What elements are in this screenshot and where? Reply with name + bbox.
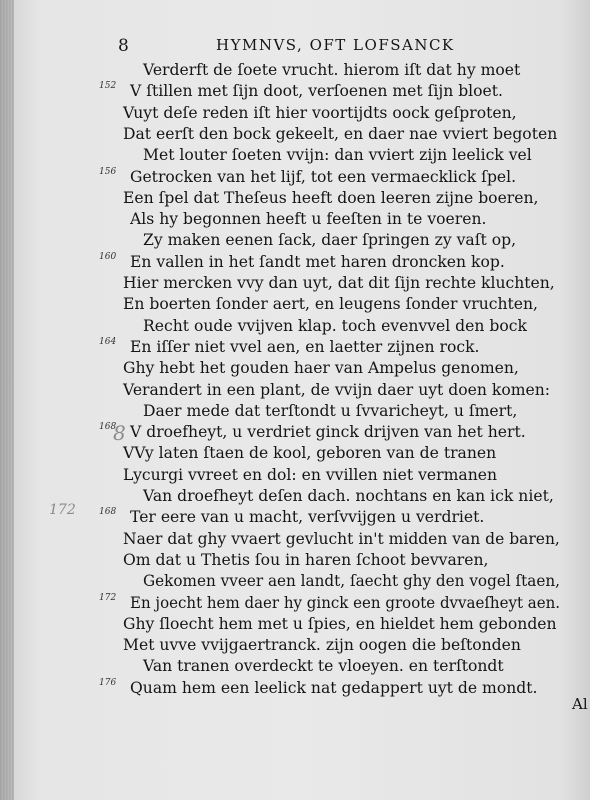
- verse-text: Van droefheyt deſen dach. nochtans en kan ick niet,: [143, 487, 554, 505]
- verse-line: [0, 506, 590, 528]
- verse-line: [0, 613, 590, 635]
- verse-text: Getrocken van het lijf, tot een vermaecklick ſpel.: [130, 167, 517, 186]
- verse-text: V droefheyt, u verdriet ginck drijven van het hert.: [130, 423, 526, 442]
- line-number: 168: [99, 507, 117, 518]
- line-number: 160: [99, 251, 117, 262]
- verse-text: Van tranen overdeckt te vloeyen. en terſtondt: [143, 657, 504, 676]
- line-number: 152: [99, 81, 117, 92]
- verse-text: VVy laten ſtaen de kool, geboren van de tranen: [123, 444, 497, 463]
- verse-text: Daer mede dat terſtondt u ſvvaricheyt, u ſmert,: [143, 401, 518, 420]
- verse-line: [0, 166, 590, 188]
- verse-line: [0, 549, 590, 571]
- verse-line: [0, 357, 590, 379]
- verse-text: En iſſer niet vvel aen, en laetter zijnen rock.: [130, 337, 480, 356]
- catchword: Al: [572, 695, 588, 713]
- verse-line: [0, 80, 590, 102]
- line-number: 172: [99, 592, 117, 603]
- verse-line: [0, 442, 590, 464]
- verse-line: [0, 634, 590, 656]
- verse-line: [0, 102, 590, 124]
- verse-text: Met uvve vvijgaertranck. zijn oogen die beſtonden: [123, 636, 521, 655]
- verse-line: [0, 379, 590, 401]
- verse-line: [0, 187, 590, 209]
- verse-text: Vuyt deſe reden iſt hier voortijdts oock geſproten,: [123, 103, 517, 122]
- verse-text: Verderft de ſoete vrucht. hierom iſt dat hy moet: [143, 61, 521, 79]
- verse-text: Met louter ſoeten vvijn: dan vviert zijn leelick vel: [143, 146, 532, 165]
- margin-annotation: 172: [49, 502, 76, 518]
- verse-line: [0, 123, 590, 145]
- verse-text: Ghy hebt het gouden haer van Ampelus genomen,: [123, 359, 519, 378]
- verse-text: Recht oude vvijven klap. toch evenvvel den bock: [143, 316, 527, 335]
- verse-text: En boerten ſonder aert, en leugens ſonder vruchten,: [123, 295, 539, 314]
- verse-line: [0, 400, 590, 422]
- verse-text: Ghy ſloecht hem met u ſpies, en hieldet hem gebonden: [123, 614, 557, 633]
- verse-text: Een ſpel dat Theſeus heeft doen leeren zijne boeren,: [123, 188, 539, 207]
- verse-text: Als hy begonnen heeft u feeſten in te voeren.: [130, 210, 487, 229]
- page-header: [0, 36, 590, 58]
- line-number: 176: [99, 677, 117, 688]
- page-number: 8: [118, 36, 129, 56]
- margin-annotation: 8: [113, 421, 126, 445]
- verse-line: [0, 315, 590, 337]
- verse-text: Ter eere van u macht, verſvvijgen u verdriet.: [130, 508, 485, 527]
- verse-line: [0, 229, 590, 251]
- verse-line: [0, 592, 590, 614]
- verse-line: [0, 485, 590, 507]
- verse-text: Zy maken eenen ſack, daer ſpringen zy vaſt op,: [143, 231, 517, 250]
- verse-line: [0, 272, 590, 294]
- verse-line: [0, 208, 590, 230]
- verse-line: [0, 336, 590, 358]
- verse-text: Om dat u Thetis ſou in haren ſchoot bevvaren,: [123, 550, 489, 569]
- verse-text: Naer dat ghy vvaert gevlucht in't midden van de baren,: [123, 529, 560, 548]
- verse-text: Dat eerſt den bock gekeelt, en daer nae vviert begoten: [123, 124, 558, 143]
- verse-line: [0, 528, 590, 550]
- verse-line: [0, 144, 590, 166]
- verse-line: [0, 655, 590, 677]
- verse-text: En vallen in het ſandt met haren droncken kop.: [130, 252, 505, 271]
- verse-line: [0, 293, 590, 315]
- line-number: 156: [99, 166, 117, 177]
- verse-text: Quam hem een leelick nat gedappert uyt de mondt.: [130, 678, 538, 697]
- verse-line: [0, 421, 590, 443]
- verse-text: V ſtillen met ſijn doot, verſoenen met ſijn bloet.: [130, 82, 504, 101]
- verse-text: Gekomen vveer aen landt, ſaecht ghy den vogel ſtaen,: [143, 572, 561, 591]
- line-number: 164: [99, 336, 117, 347]
- verse-line: [0, 59, 590, 81]
- verse-text: Hier mercken vvy dan uyt, dat dit ſijn rechte kluchten,: [123, 274, 555, 292]
- verse-line: [0, 464, 590, 486]
- verse-line: [0, 570, 590, 592]
- verse-text: En joecht hem daer hy ginck een groote dvvaeſheyt aen.: [130, 593, 561, 612]
- verse-text: Lycurgi vvreet en dol: en vvillen niet vermanen: [123, 465, 498, 484]
- verse-line: [0, 251, 590, 273]
- line-number: 168: [99, 422, 117, 433]
- verse-text: Verandert in een plant, de vvijn daer uyt doen komen:: [123, 380, 551, 399]
- verse-line: [0, 677, 590, 699]
- running-title: HYMNVS, OFT LOFSANCK: [216, 36, 455, 54]
